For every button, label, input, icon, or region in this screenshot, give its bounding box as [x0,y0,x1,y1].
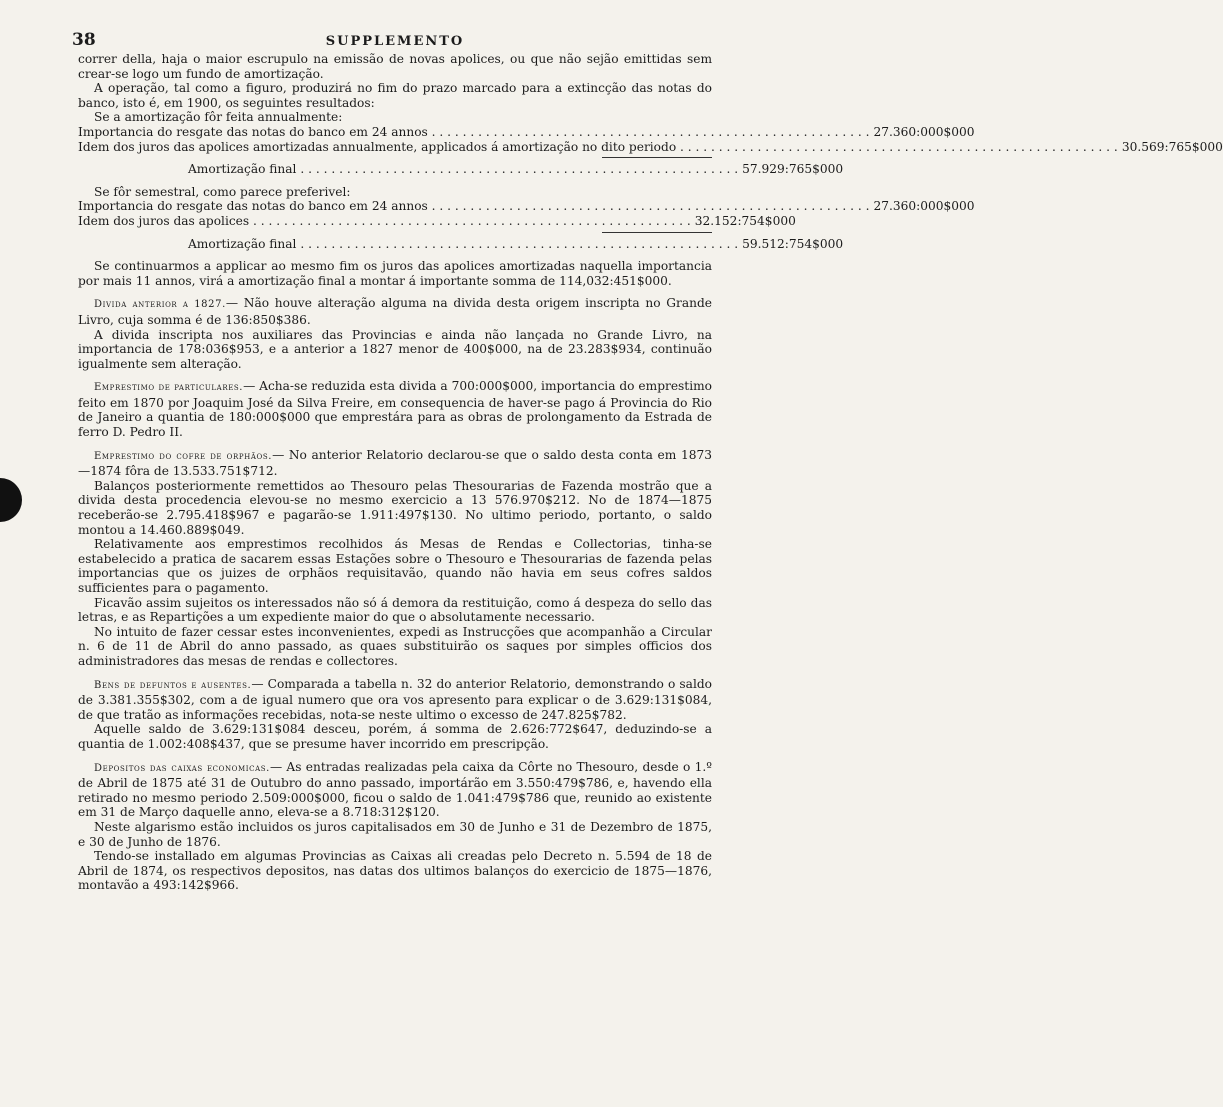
paragraph [78,760,712,820]
section-heading: Emprestimo de particulares. [94,382,244,394]
paragraph: Ficavão assim sujeitos os interessados não só á demora da restituição, como á despeza do sello das letras, e as Repartições a um expediente maior do que o absolutamente necessario. [78,595,712,625]
page [72,30,1223,893]
paragraph: Se a amortização fôr feita annualmente: [94,110,343,125]
paragraph: Tendo-se installado em algumas Provincias as Caixas ali creadas pelo Decreto n. 5.594 de 18 de Abril de 1874, os respectivos depositos, nas datas dos ultimos balanços do exercicio de 1875—1876, montavão a 493:142$966. [78,849,712,893]
page-number: 38 [72,30,96,50]
row-label: Importancia do resgate das notas do banco em 24 annos . . . [78,199,869,214]
paragraph: A operação, tal como a figuro, produzirá no fim do prazo marcado para a extincção das notas do banco, isto é, em 1900, os seguintes resultados: [78,81,712,110]
table-row [78,124,975,140]
paragraph: correr della, haja o maior escrupulo na emissão de novas apolices, ou que não sejão emittidas sem crear-se logo um fundo de amortização. [78,52,712,81]
paragraph: Se continuarmos a applicar ao mesmo fim os juros das apolices amortizadas naquella importancia por mais 11 annos, virá a amortização final a montar á importante somma de 114,032:451$000. [78,259,712,288]
table-row [78,139,1223,155]
section-text: — As entradas realizadas pela caixa da Côrte no Thesouro, desde o 1.º de Abril de 1875 até 31 de Outubro do anno passado, importárão em 3.550:479$786, e, havendo ella retirado no mesmo periodo 2.509:000$000, ficou o saldo de 1.041:479$786 que, reunido ao existente em 31 de Março daquelle anno, eleva-se a 8.718:312$120. [78,759,713,820]
paragraph: Balanços posteriormente remettidos ao Thesouro pelas Thesourarias de Fazenda mostrão que a divida desta procedencia elevou-se no mesmo exercicio a 13 576.970$212. No de 1874—1875 receberão-se 2.795.418$967 e pagarão-se 1.911:497$130. No ultimo periodo, portanto, o saldo montou a 14.460.889$049. [78,478,712,537]
total-value: 59.512:754$000 [742,236,844,251]
section-heading: Emprestimo do cofre de orphãos. [94,450,273,462]
paragraph: Se fôr semestral, como parece preferivel: [94,184,351,199]
section-text: — Não houve alteração alguma na divida desta origem inscripta no Grande Livro, cuja somma é de 136:850$386. [78,296,713,327]
page-title: SUPPLEMENTO [325,34,465,49]
row-value: 32.152:754$000 [694,213,796,228]
table-row [78,213,796,229]
paragraph [78,677,712,723]
row-value: 30.569:765$000 [1121,139,1223,154]
paragraph: No intuito de fazer cessar estes inconvenientes, expedi as Instrucções que acompanhão a Circular n. 6 de 11 de Abril do anno passado, as quaes substituirão os saques por simples officios dos administradores das mesas de rendas e collectores. [78,624,712,668]
section-text: — No anterior Relatorio declarou-se que o saldo desta conta em 1873—1874 fôra de 13.533.751$712. [78,447,712,479]
section-heading: Bens de defuntos e ausentes. [94,679,252,691]
section-text: — Acha-se reduzida esta divida a 700:000$000, importancia do emprestimo feito em 1870 por Joaquim José da Silva Freire, em consequencia de haver-se pago á Provincia do Rio de Janeiro a quantia de 180:000$000 que emprestára para as obras de prolongamento da Estrada de ferro D. Pedro II. [78,379,712,440]
row-label: Idem dos juros das apolices . . . [78,214,691,229]
section-text: — Comparada a tabella n. 32 do anterior Relatorio, demonstrando o saldo de 3.381.355$302, com a de igual numero que ora vos apresento para explicar o de 3.629:131$084, de que tratão as informações recebidas, nota-se neste ultimo o excesso de 247.825$782. [78,676,712,722]
total-label: Amortização final . . . [78,237,738,252]
paragraph [78,296,712,327]
paragraph: Neste algarismo estão incluidos os juros capitalisados em 30 de Junho e 31 de Dezembro de 1875, e 30 de Junho de 1876. [78,819,712,849]
total-value: 57.929:765$000 [742,162,844,177]
row-label: Idem dos juros das apolices amortizadas annualmente, applicados á amortização no dito periodo . . . [78,140,1118,155]
total-row [78,236,844,252]
row-label: Importancia do resgate das notas do banco em 24 annos . . . [78,125,869,140]
total-row [78,162,844,177]
row-value: 27.360:000$000 [873,124,975,139]
section-heading: Depositos das caixas economicas. [94,762,270,774]
paragraph: A divida inscripta nos auxiliares das Provincias e ainda não lançada no Grande Livro, na importancia de 178:036$953, e a anterior a 1827 menor de 400$000, na de 23.283$934, continuão igualmente sem alteração. [78,327,712,371]
section-heading: Divida anterior a 1827. [94,299,226,311]
row-value: 27.360:000$000 [873,199,975,214]
ink-blot [0,478,22,522]
paragraph [78,379,712,439]
divider [602,157,712,158]
page-header [72,30,712,52]
total-label: Amortização final . . . [78,162,738,177]
table-row [78,199,975,214]
paragraph [78,448,712,479]
paragraph: Aquelle saldo de 3.629:131$084 desceu, porém, á somma de 2.626:772$647, deduzindo-se a quantia de 1.002:408$437, que se presume haver incorrido em prescripção. [78,722,712,751]
divider [602,232,712,233]
paragraph: Relativamente aos emprestimos recolhidos ás Mesas de Rendas e Collectorias, tinha-se estabelecido a pratica de sacarem essas Estações sobre o Thesouro e Thesourarias de fazenda pelas importancias que os juizes de orphãos requisitavão, quando não havia em seus cofres saldos sufficientes para o pagamento. [78,537,712,595]
